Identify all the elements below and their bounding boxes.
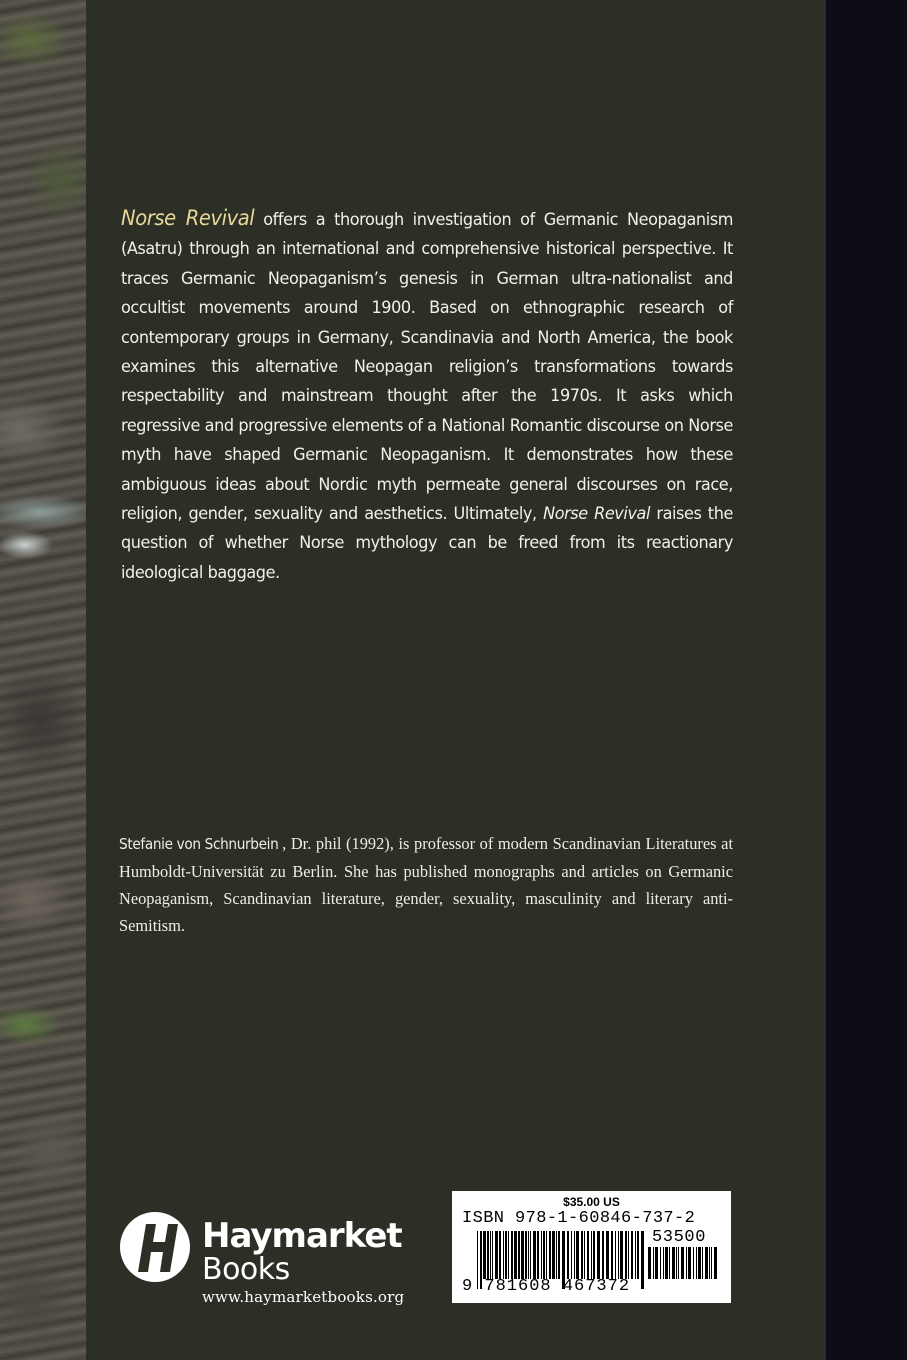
barcode-bar [556, 1231, 557, 1279]
barcode-bar [620, 1231, 623, 1279]
barcode-bar [490, 1231, 491, 1279]
book-title-inline: Norse Revival [543, 504, 651, 525]
addon-number: 53500 [652, 1228, 707, 1247]
barcode-bar [678, 1247, 679, 1279]
barcode-bar [611, 1231, 613, 1279]
barcode-bar [521, 1231, 524, 1279]
barcode-bar [567, 1231, 569, 1279]
barcode-bar [693, 1247, 694, 1279]
barcode-bar [558, 1231, 560, 1279]
blurb-text-part1: offers a thorough investigation of Germanic Neopaganism (Asatru) through an international and comprehensive historical perspective. It traces Germanic Neopaganism’s genesis in German ultra-nationalist and occultist movements around 1900. Based on ethnographic research of contemporary groups in Germany, Scandinavia and North America, the book examines this alternative Neopagan religion’s transformations towards respectability and mainstream thought after the 1970s. It asks which regressive and progressive elements of a National Romantic discourse on Norse myth have shaped Germanic Neopaganism. It demonstrates how these ambiguous ideas about Nordic myth permeate general discourses on race, religion, gender, sexuality and aesthetics. Ultimately, [121, 210, 733, 525]
barcode-bar [549, 1231, 551, 1279]
spine-band [826, 0, 907, 1360]
barcode-bar [487, 1231, 489, 1279]
barcode-bar [641, 1231, 644, 1289]
barcode-bar [648, 1247, 651, 1279]
barcode-bar [637, 1231, 639, 1279]
barcode-bar [495, 1231, 498, 1279]
barcode-bar [702, 1247, 703, 1279]
blurb-text-part2: raises the question of whether Norse mythology can be freed from its reactionary ideological baggage. [121, 504, 733, 583]
book-title-italic: Norse Revival [121, 206, 255, 230]
barcode-bar [576, 1231, 579, 1279]
barcode-block [452, 1191, 731, 1303]
barcode-bar [615, 1231, 616, 1279]
barcode-bar [665, 1247, 668, 1279]
book-blurb [121, 204, 733, 588]
barcode-bar [541, 1231, 542, 1279]
barcode-bar [511, 1231, 513, 1279]
publisher-sub: Books [202, 1252, 290, 1287]
publisher-url: www.haymarketbooks.org [202, 1288, 405, 1306]
barcode-bar [499, 1231, 501, 1279]
barcode-bar [635, 1231, 636, 1279]
isbn-label: ISBN 978-1-60846-737-2 [462, 1209, 696, 1228]
publisher-logo [118, 1210, 418, 1310]
barcode-bar [530, 1231, 531, 1279]
barcode-bar [574, 1231, 575, 1279]
author-bio-text: , Dr. phil (1992), is professor of modern Scandinavian Literatures at Humboldt-Universität zu Berlin. She has published monographs and articles on Germanic Neopaganism, Scandinavian literature, gender, sexuality, masculinity and literary anti-Semitism. [119, 834, 733, 935]
barcode-bar [606, 1231, 609, 1279]
barcode-bar [663, 1247, 664, 1279]
barcode-bar [602, 1231, 604, 1279]
barcode-bar [696, 1247, 697, 1279]
barcode-bar [593, 1231, 595, 1279]
barcode-bar [483, 1231, 486, 1279]
barcode-bar [653, 1247, 654, 1279]
barcode-bar [660, 1247, 661, 1279]
barcode-bar [508, 1231, 509, 1279]
barcode-bar [587, 1231, 589, 1279]
barcode-bar [625, 1231, 627, 1279]
barcode-bar [514, 1231, 517, 1279]
barcode-bar [628, 1231, 629, 1279]
barcode-bar [528, 1231, 529, 1279]
cover-photo-strip [0, 0, 86, 1360]
barcode-bar [537, 1231, 539, 1279]
barcode-bar [546, 1231, 547, 1279]
barcode-bar [681, 1247, 684, 1279]
barcode-bar [686, 1247, 687, 1279]
barcode-bar [543, 1231, 545, 1279]
barcode-bar [571, 1231, 572, 1279]
barcode-bar [518, 1231, 520, 1279]
barcode-bar [597, 1231, 600, 1279]
ean-first-digit: 9 [462, 1277, 474, 1296]
barcode-bar [655, 1247, 658, 1279]
barcode-bar [711, 1247, 712, 1279]
haymarket-h-logo-icon [118, 1210, 192, 1284]
barcode-bar [533, 1231, 536, 1279]
barcode-bar [552, 1231, 555, 1279]
barcode-bar [714, 1247, 717, 1279]
barcode-bar [698, 1247, 701, 1279]
ean-left-digits: 781608 [484, 1277, 552, 1296]
barcode-bar [688, 1247, 691, 1279]
author-bio [119, 830, 733, 939]
barcode-bar [669, 1247, 670, 1279]
barcode-bar [591, 1231, 592, 1279]
barcode-bar [631, 1231, 633, 1279]
addon-barcode [648, 1247, 720, 1289]
publisher-name: Haymarket [202, 1216, 402, 1256]
barcode-bar [672, 1247, 675, 1279]
barcode-bar [584, 1231, 585, 1279]
barcode-bar [525, 1231, 527, 1279]
ean-digits [462, 1277, 630, 1296]
author-name: Stefanie von Schnurbein [119, 835, 279, 853]
price-label: $35.00 US [563, 1195, 620, 1209]
barcode-bar [492, 1231, 493, 1279]
barcode-bar [618, 1231, 619, 1279]
barcode-bar [505, 1231, 507, 1279]
ean-right-digits: 467372 [562, 1277, 631, 1296]
barcode-bar [676, 1247, 677, 1279]
barcode-bar [503, 1231, 504, 1279]
barcode-bar [705, 1247, 708, 1279]
barcode-bar [709, 1247, 710, 1279]
barcode-bar [581, 1231, 583, 1279]
